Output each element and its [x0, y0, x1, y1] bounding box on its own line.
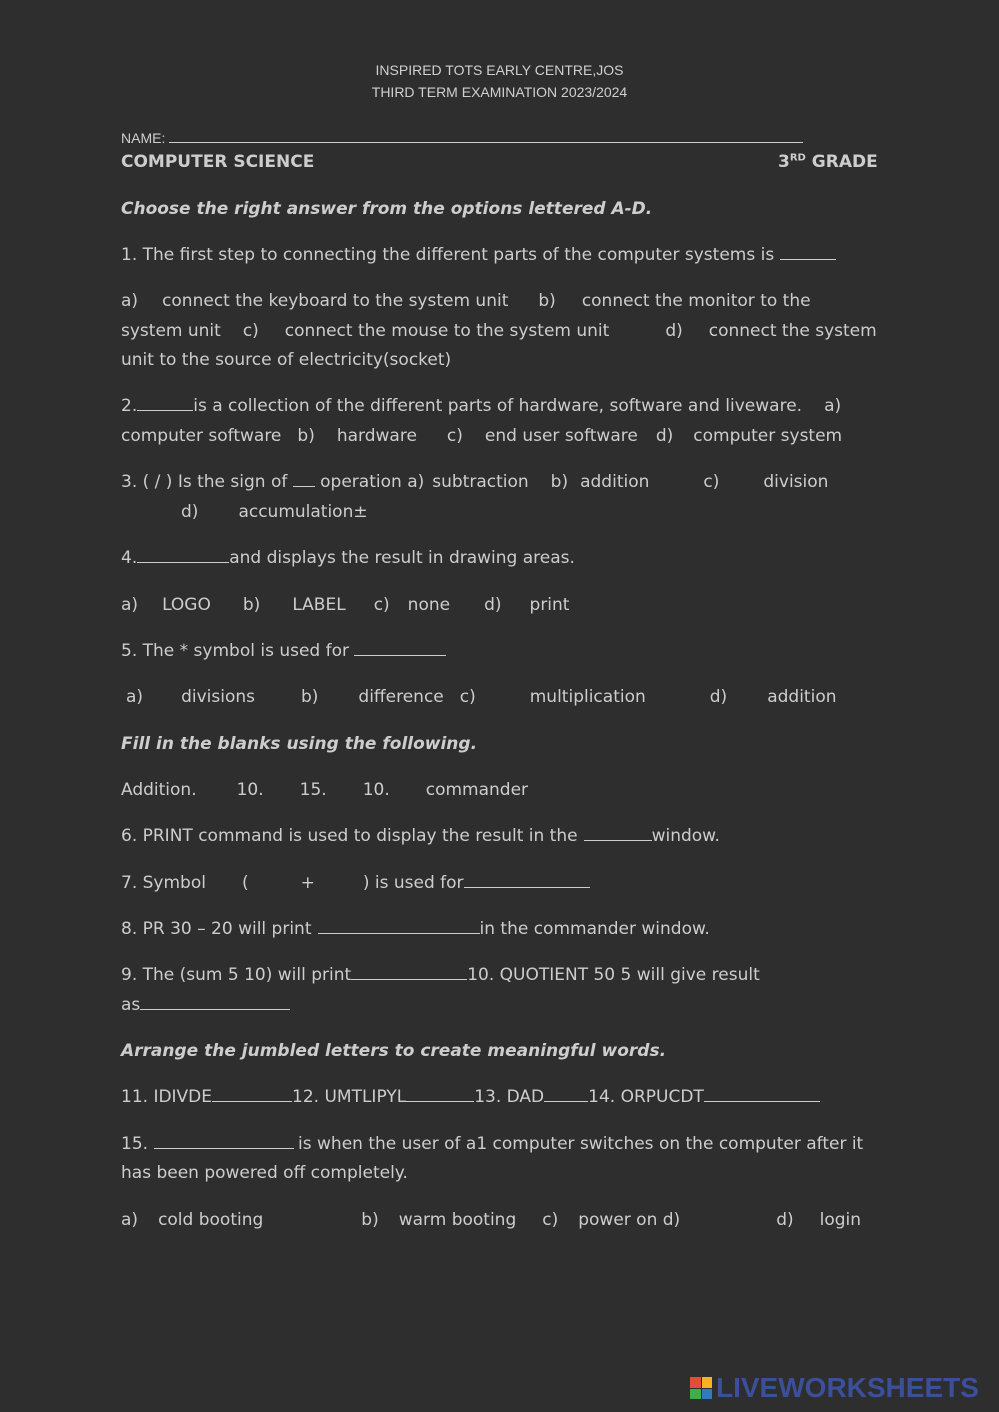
answer-blank[interactable]	[780, 245, 836, 260]
question-1-options: a) connect the keyboard to the system unit b) connect the monitor to the	[121, 291, 811, 311]
question-6: 6. PRINT command is used to display the result in the window.	[121, 826, 720, 846]
watermark-text: LIVEWORKSHEETS	[716, 1372, 979, 1403]
question-1-options: system unit c) connect the mouse to the system unit d) connect the system	[121, 321, 877, 341]
answer-blank[interactable]	[544, 1087, 588, 1102]
jumbled-words: 11. IDIVDE 12. UMTLIPYL 13. DAD 14. ORPUCDT	[121, 1087, 820, 1107]
question-5: 5. The * symbol is used for	[121, 641, 446, 661]
answer-blank[interactable]	[140, 995, 290, 1010]
answer-blank[interactable]	[704, 1087, 820, 1102]
question-5-options: a) divisions b) difference c) multiplication d) addition	[126, 687, 837, 707]
name-field[interactable]	[169, 130, 803, 143]
answer-blank[interactable]	[293, 472, 315, 487]
answer-blank[interactable]	[351, 965, 467, 980]
question-1-options: unit to the source of electricity(socket)	[121, 350, 452, 370]
question-10-answer: as	[121, 995, 290, 1015]
section-c-instruction: Arrange the jumbled letters to create meaningful words.	[121, 1041, 667, 1061]
answer-blank[interactable]	[154, 1134, 294, 1149]
answer-blank[interactable]	[137, 548, 229, 563]
question-4-options: a) LOGO b) LABEL c) none d) print	[121, 595, 570, 615]
answer-blank[interactable]	[584, 826, 652, 841]
question-1: 1. The first step to connecting the different parts of the computer systems is	[121, 245, 836, 265]
question-7: 7. Symbol ( + ) is used for	[121, 873, 590, 893]
question-15: 15. is when the user of a1 computer switches on the computer after it	[121, 1134, 864, 1154]
question-15-options: a) cold booting b) warm booting c) power on d) d) login	[121, 1210, 862, 1230]
liveworksheets-mark-icon	[690, 1377, 712, 1399]
question-3-options: d) accumulation±	[181, 502, 368, 522]
question-4: 4. and displays the result in drawing areas.	[121, 548, 575, 568]
question-15-line2: has been powered off completely.	[121, 1163, 408, 1183]
grade-label: 3RD GRADE	[778, 152, 878, 172]
name-label: NAME:	[121, 130, 166, 146]
question-2: 2. is a collection of the different parts of hardware, software and liveware. a)	[121, 396, 842, 416]
liveworksheets-logo	[690, 1372, 979, 1404]
subject-title: COMPUTER SCIENCE	[121, 152, 315, 172]
question-2-options: computer software b) hardware c) end user software d) computer system	[121, 426, 843, 446]
answer-blank[interactable]	[318, 919, 480, 934]
answer-blank[interactable]	[464, 873, 590, 888]
answer-blank[interactable]	[212, 1087, 292, 1102]
question-3: 3. ( / ) Is the sign of operation a) subtraction b) addition c) division	[121, 472, 829, 492]
answer-blank[interactable]	[354, 641, 446, 656]
word-bank: Addition. 10. 15. 10. commander	[121, 780, 529, 800]
name-row	[121, 130, 803, 146]
section-b-instruction: Fill in the blanks using the following.	[121, 734, 478, 754]
answer-blank[interactable]	[406, 1087, 474, 1102]
section-a-instruction: Choose the right answer from the options lettered A-D.	[121, 199, 653, 219]
question-9-10: 9. The (sum 5 10) will print 10. QUOTIENT 50 5 will give result	[121, 965, 760, 985]
exam-title: THIRD TERM EXAMINATION 2023/2024	[371, 84, 628, 100]
answer-blank[interactable]	[137, 396, 193, 411]
question-8: 8. PR 30 – 20 will print in the commander window.	[121, 919, 710, 939]
school-name: INSPIRED TOTS EARLY CENTRE,JOS	[375, 62, 624, 78]
